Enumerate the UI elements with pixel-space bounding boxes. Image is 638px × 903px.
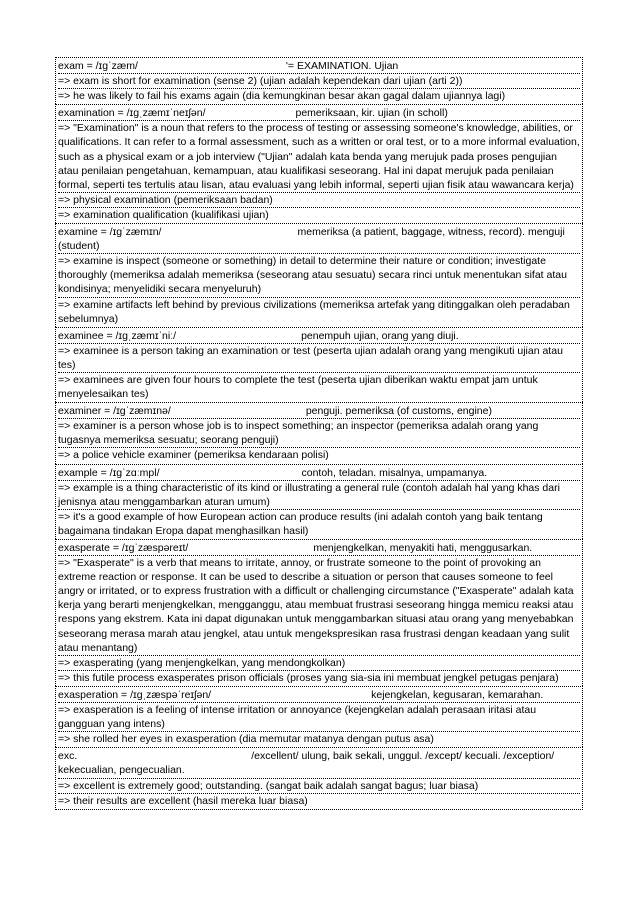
entry-line: => it's a good example of how European action can produce results (ini adalah contoh yang baik tentang bagaimana tindakan Eropa dapat menghasilkan hasil) [58, 509, 580, 538]
dictionary-page [55, 57, 583, 810]
entry-line: => excellent is extremely good; outstanding. (sangat baik adalah sangat bagus; luar biasa) [58, 778, 580, 793]
entry-line: => physical examination (pemeriksaan badan) [58, 192, 580, 207]
entry-term: exam = /ɪɡˈzæm/ [58, 60, 138, 72]
entry-gloss: penempuh ujian, orang yang diuji. [301, 329, 459, 342]
entry-line: => this futile process exasperates prison officials (proses yang sia-sia ini membuat jengkel petugas penjara) [58, 670, 580, 685]
entry-line: => he was likely to fail his exams again (dia kemungkinan besar akan gagal dalam ujiannya lagi) [58, 88, 580, 103]
entry-headline [58, 59, 580, 73]
entry-gloss: memeriksa (a patient, baggage, witness, record). menguji (student) [58, 226, 565, 253]
entry-term: examine = /ɪɡˈzæmɪn/ [58, 226, 162, 239]
entry-gloss: pemeriksaan, kir. ujian (in scholl) [295, 107, 448, 120]
entry-term: exasperation = /ɪɡˌzæspəˈreɪʃən/ [58, 688, 212, 701]
entry-gloss: '= EXAMINATION. Ujian [285, 60, 399, 72]
entry-line: => example is a thing characteristic of its kind or illustrating a general rule (contoh adalah hal yang khas dari jenisnya atau menggambarkan aturan umum) [58, 480, 580, 509]
dictionary-entry [55, 327, 583, 402]
entry-line: => exasperating (yang menjengkelkan, yang mendongkolkan) [58, 655, 580, 670]
entry-term: example = /ɪɡˈzɑːmpl/ [58, 466, 160, 479]
entry-headline [58, 541, 580, 555]
entry-headline [58, 106, 580, 120]
dictionary-entry [55, 686, 583, 747]
entry-headline [58, 404, 580, 418]
entry-line: => exasperation is a feeling of intense irritation or annoyance (kejengkelan adalah perasaan iritasi atau gangguan yang intens) [58, 702, 580, 731]
entry-line: => their results are excellent (hasil mereka luar biasa) [58, 793, 580, 808]
entry-gloss: contoh, teladan. misalnya, umpamanya. [301, 466, 488, 479]
entry-line: => examinee is a person taking an examination or test (peserta ujian adalah orang yang mengikuti ujian atau tes) [58, 343, 580, 372]
entry-line: => "Examination" is a noun that refers to the process of testing or assessing someone's knowledge, abilities, or qualifications. It can refer to a formal assessment, such as a written or oral test, or to a more informal evaluation, such as a physical exam or a job interview ("Ujian" adalah kata benda yang merujuk pada proses pengujian atau penilaian pengetahuan, kemampuan, atau kualifikasi seseorang. Hal ini dapat merujuk pada penilaian formal, seperti tes tertulis atau lisan, atau evaluasi yang lebih informal, seperti ujian fisik atau wawancara kerja) [58, 122, 580, 191]
dictionary-entry [55, 223, 583, 327]
entry-gloss: /excellent/ ulung, baik sekali, unggul. /except/ kecuali. /exception/ kekecualian, pengecualian. [58, 750, 555, 777]
entry-term: examiner = /ɪɡˈzæmɪnə/ [58, 405, 171, 418]
entry-gloss: kejengkelan, kegusaran, kemarahan. [371, 688, 544, 701]
entry-gloss: menjengkelkan, menyakiti hati, menggusarkan. [313, 542, 533, 554]
entry-headline [58, 688, 580, 702]
dictionary-entry [55, 57, 583, 104]
entry-headline [58, 225, 580, 253]
entry-term: examinee = /ɪɡˌzæmɪˈniː/ [58, 329, 177, 342]
entry-line: => exam is short for examination (sense 2) (ujian adalah kependekan dari ujian (arti 2)) [58, 73, 580, 88]
entry-headline [58, 749, 580, 777]
dictionary-entry [55, 464, 583, 539]
entry-line: => examine is inspect (someone or something) in detail to determine their nature or condition; investigate thoroughly (memeriksa adalah memeriksa (seseorang atau sesuatu) secara rinci untuk menentukan sifat atau kondisinya; menyelidiki secara menyeluruh) [58, 253, 580, 296]
dictionary-entry [55, 747, 583, 809]
entry-headline [58, 329, 580, 343]
dictionary-entry [55, 539, 583, 686]
entry-line: => examiner is a person whose job is to inspect something; an inspector (pemeriksa adalah orang yang tugasnya memeriksa sesuatu; seorang penguji) [58, 418, 580, 447]
entry-line: => she rolled her eyes in exasperation (dia memutar matanya dengan putus asa) [58, 731, 580, 746]
dictionary-entry [55, 402, 583, 463]
entry-line: => examinees are given four hours to complete the test (peserta ujian diberikan waktu empat jam untuk menyelesaikan tes) [58, 372, 580, 401]
entry-headline [58, 466, 580, 480]
entry-line: => examination qualification (kualifikasi ujian) [58, 207, 580, 222]
entry-term: exc. [58, 750, 78, 763]
entry-term: examination = /ɪɡˌzæmɪˈneɪʃən/ [58, 107, 206, 120]
entry-line: => a police vehicle examiner (pemeriksa kendaraan polisi) [58, 447, 580, 462]
entry-line: => examine artifacts left behind by previous civilizations (memeriksa artefak yang ditinggalkan oleh peradaban sebelumnya) [58, 297, 580, 326]
dictionary-entry [55, 104, 583, 223]
entry-gloss: penguji. pemeriksa (of customs, engine) [305, 405, 492, 418]
entry-line: => "Exasperate" is a verb that means to irritate, annoy, or frustrate someone to the point of provoking an extreme reaction or response. It can be used to describe a situation or person that causes someone to feel angry or irritated, or to express frustration with a difficult or challenging circumstance ("Exasperate" adalah kata kerja yang berarti menjengkelkan, mengganggu, atau membuat frustrasi seseorang hingga memicu reaksi atau respons yang ekstrem. Kata ini dapat digunakan untuk menggambarkan situasi atau orang yang menyebabkan seseorang merasa marah atau jengkel, atau untuk mengekspresikan rasa frustrasi dengan keadaan yang sulit atau menantang) [58, 555, 580, 655]
entry-term: exasperate = /ɪɡˈzæspəreɪt/ [58, 542, 189, 554]
